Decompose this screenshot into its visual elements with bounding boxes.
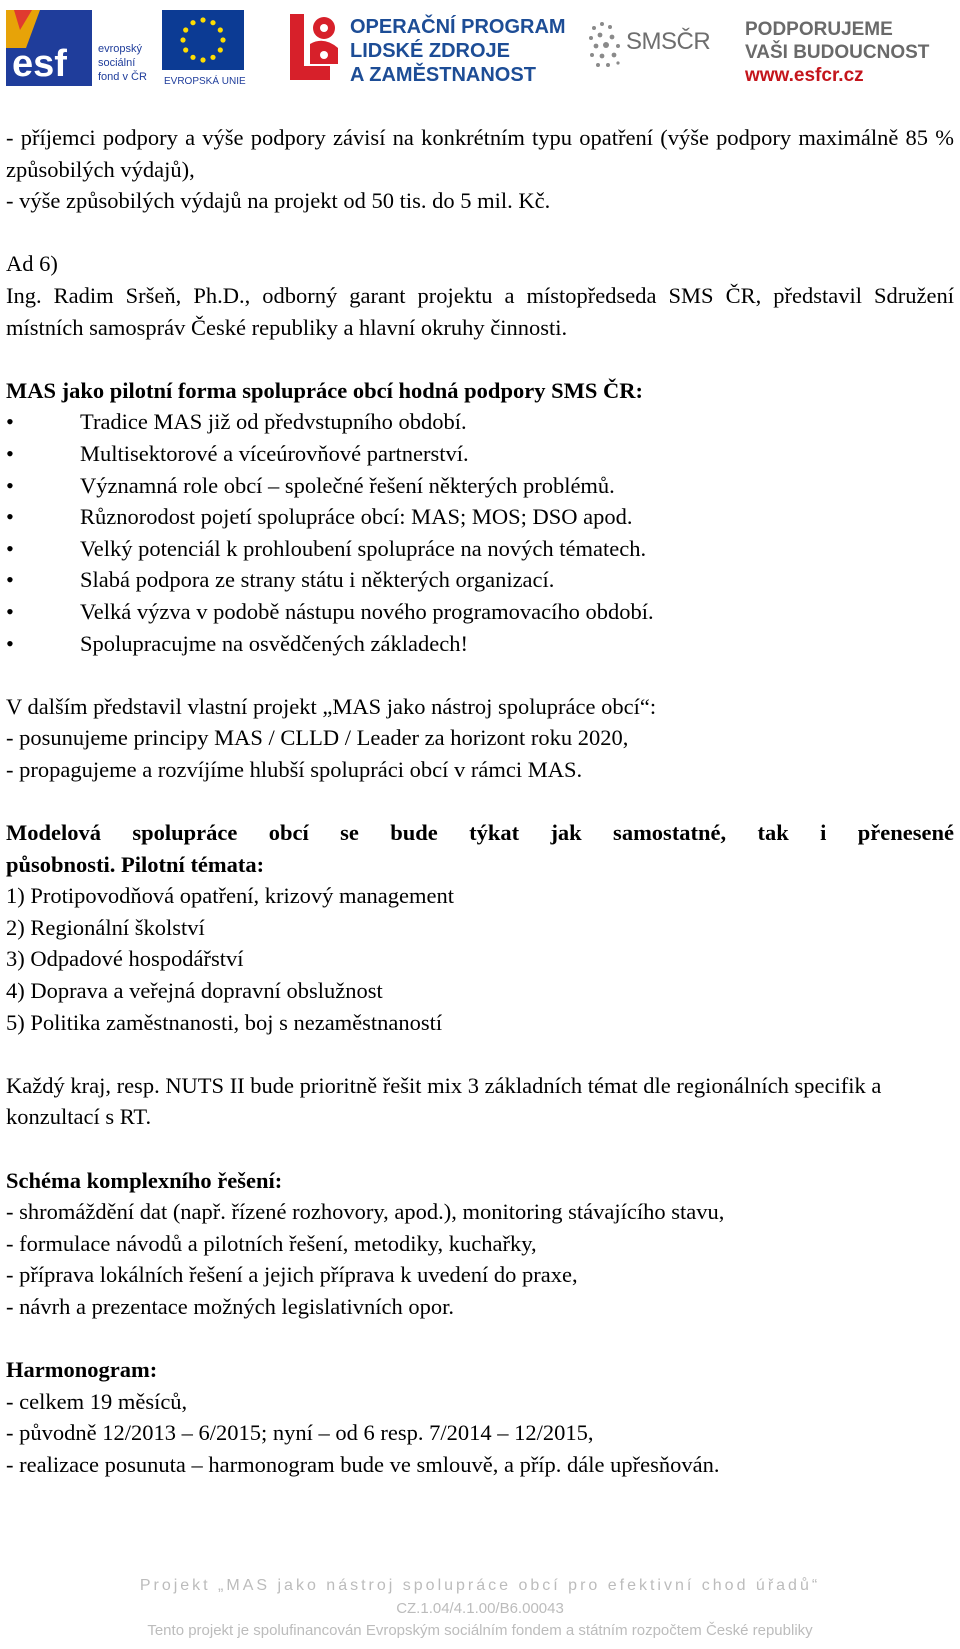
bullet-icon: • — [6, 504, 14, 530]
list-item-text: Spolupracujme na osvědčených základech! — [80, 630, 468, 656]
op-line1: OPERAČNÍ PROGRAM — [350, 16, 566, 38]
project-line-1: - posunujeme principy MAS / CLLD / Leader za horizont roku 2020, — [6, 725, 629, 751]
list-item-text: Multisektorové a víceúrovňové partnerství. — [80, 440, 469, 466]
scheme-item: - příprava lokálních řešení a jejich příprava k uvedení do praxe, — [6, 1262, 578, 1288]
op-line3: A ZAMĚSTNANOST — [350, 64, 536, 86]
scheme-heading: Schéma komplexního řešení: — [6, 1167, 283, 1193]
model-heading-line-2: působnosti. Pilotní témata: — [6, 851, 265, 877]
header-logos — [0, 0, 960, 100]
region-text: Každý kraj, resp. NUTS II bude prioritně řešit mix 3 základních témat dle regionálních specifik a konzultací s RT. — [6, 1072, 882, 1130]
bullet-icon: • — [6, 630, 14, 656]
harmonogram-heading: Harmonogram: — [6, 1357, 158, 1383]
footer-project-name: Projekt „MAS jako nástroj spolupráce obcí pro efektivní chod úřadů“ — [139, 1577, 821, 1594]
esf-logo-graphic — [6, 8, 246, 88]
list-item-text: Velký potenciál k prohloubení spolupráce na nových tématech. — [80, 535, 647, 561]
op-line2: LIDSKÉ ZDROJE — [350, 40, 511, 62]
esf-line2: sociální — [98, 57, 136, 69]
list-item — [6, 406, 954, 438]
list-item — [6, 533, 954, 565]
op-lzz-logo — [288, 8, 566, 88]
pilot-topic: 2) Regionální školství — [6, 914, 205, 940]
model-heading-line-1: Modelová spolupráce obcí se bude týkat jak samostatné, tak i přenesené — [6, 820, 954, 846]
ad6-text: Ing. Radim Sršeň, Ph.D., odborný garant projektu a místopředseda SMS ČR, představil Sdružení místních samospráv České republiky a hlavní okruhy činnosti. — [6, 282, 954, 340]
mas-heading: MAS jako pilotní forma spolupráce obcí hodná podpory SMS ČR: — [6, 377, 643, 403]
footer-funding-note: Tento projekt je spolufinancován Evropským sociálním fondem a státním rozpočtem České republiky — [147, 1622, 813, 1639]
support-line1: PODPORUJEME — [745, 19, 893, 40]
op-logo-text — [350, 15, 566, 87]
support-url: www.esfcr.cz — [745, 65, 864, 86]
intro-line-1: - příjemci podpory a výše podpory závisí na konkrétním typu opatření (výše podpory maximálně 85 % způsobilých výdajů), — [6, 125, 954, 182]
pilot-topic: 1) Protipovodňová opatření, krizový management — [6, 883, 455, 909]
scheme-item: - shromáždění dat (např. řízené rozhovory, apod.), monitoring stávajícího stavu, — [6, 1199, 725, 1225]
list-item — [6, 628, 954, 660]
footer-registration-number: CZ.1.04/4.1.00/B6.00043 — [396, 1600, 564, 1617]
esf-word: esf — [12, 43, 67, 85]
intro-line-2: - výše způsobilých výdajů na projekt od 50 tis. do 5 mil. Kč. — [6, 188, 551, 214]
list-item-text: Různorodost pojetí spolupráce obcí: MAS; MOS; DSO apod. — [80, 504, 633, 530]
harmonogram-item: - realizace posunuta – harmonogram bude ve smlouvě, a příp. dále upřesňován. — [6, 1451, 720, 1477]
esf-eu-logo — [6, 8, 246, 88]
esf-line1: evropský — [98, 43, 143, 55]
esf-line3: fond v ČR — [98, 71, 147, 83]
list-item-text: Tradice MAS již od předvstupního období. — [80, 409, 467, 435]
project-intro: V dalším představil vlastní projekt „MAS jako nástroj spolupráce obcí“: — [6, 693, 657, 719]
sms-dots-icon — [586, 18, 626, 78]
document-body — [6, 122, 954, 1481]
harmonogram-item: - celkem 19 měsíců, — [6, 1388, 188, 1414]
sms-cr-logo — [586, 14, 716, 84]
pilot-topic: 5) Politika zaměstnanosti, boj s nezaměstnaností — [6, 1009, 443, 1035]
list-item-text: Slabá podpora ze strany státu i některých organizací. — [80, 567, 555, 593]
list-item — [6, 501, 954, 533]
op-figure-icon — [288, 8, 346, 86]
ad6-heading: Ad 6) — [6, 251, 58, 277]
harmonogram-item: - původně 12/2013 – 6/2015; nyní – od 6 resp. 7/2014 – 12/2015, — [6, 1420, 594, 1446]
list-item-text: Velká výzva v podobě nástupu nového programovacího období. — [80, 598, 654, 624]
bullet-icon: • — [6, 472, 14, 498]
list-item — [6, 564, 954, 596]
support-line2: VAŠI BUDOUCNOST — [745, 42, 930, 63]
scheme-item: - návrh a prezentace možných legislativních opor. — [6, 1293, 454, 1319]
list-item — [6, 470, 954, 502]
bullet-icon: • — [6, 598, 14, 624]
pilot-topic: 3) Odpadové hospodářství — [6, 946, 244, 972]
support-logo — [745, 18, 955, 98]
mas-bullet-list — [6, 406, 954, 659]
bullet-icon: • — [6, 535, 14, 561]
pilot-topic: 4) Doprava a veřejná dopravní obslužnost — [6, 978, 383, 1004]
project-line-2: - propagujeme a rozvíjíme hlubší spolupráci obcí v rámci MAS. — [6, 756, 583, 782]
bullet-icon: • — [6, 567, 14, 593]
bullet-icon: • — [6, 440, 14, 466]
list-item — [6, 438, 954, 470]
bullet-icon: • — [6, 409, 14, 435]
scheme-item: - formulace návodů a pilotních řešení, metodiky, kuchařky, — [6, 1230, 537, 1256]
list-item-text: Významná role obcí – společné řešení některých problémů. — [80, 472, 615, 498]
sms-logo-text: SMSČR — [626, 28, 711, 55]
list-item — [6, 596, 954, 628]
page-footer — [0, 1574, 960, 1642]
eu-label: EVROPSKÁ UNIE — [164, 76, 246, 87]
